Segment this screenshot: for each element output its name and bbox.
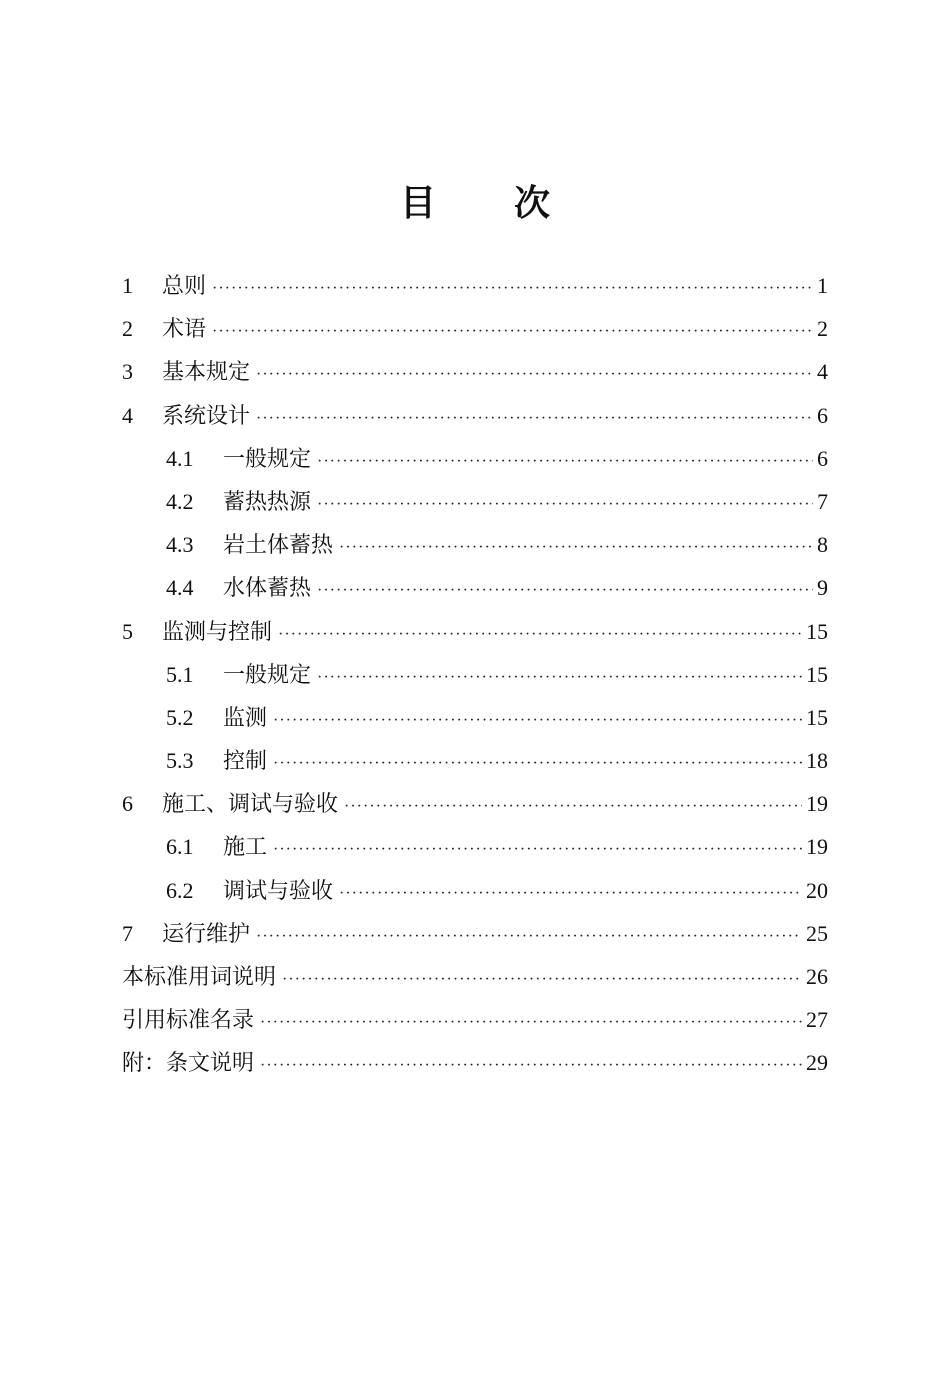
toc-entry[interactable] (122, 739, 828, 782)
toc-entry-number: 4 (122, 402, 133, 428)
toc-dot-leader (278, 611, 802, 654)
toc-dot-leader (344, 783, 802, 826)
toc-entry-page-number: 20 (806, 877, 828, 903)
toc-entry-number: 3 (122, 359, 133, 385)
toc-entry[interactable] (122, 437, 828, 480)
toc-entry-title: 一般规定 (223, 446, 312, 472)
toc-entry[interactable] (122, 307, 828, 350)
toc-entry-page-number: 8 (817, 532, 828, 558)
toc-entry-number: 5.1 (166, 661, 194, 687)
toc-entry-page-number: 4 (817, 359, 828, 385)
toc-entry[interactable] (122, 653, 828, 696)
toc-dot-leader (212, 308, 813, 351)
toc-entry-number: 1 (122, 273, 133, 298)
toc-entry-number: 5.3 (166, 748, 194, 774)
toc-entry-title: 监测 (223, 705, 268, 731)
toc-entry[interactable] (122, 825, 828, 868)
toc-entry-page-number: 29 (806, 1050, 828, 1076)
toc-entry-page-number: 2 (817, 316, 828, 342)
toc-entry-title: 施工、调试与验收 (162, 792, 339, 818)
toc-entry[interactable] (122, 696, 828, 739)
toc-dot-leader (273, 740, 802, 783)
toc-entry-page-number: 19 (806, 834, 828, 860)
toc-entry[interactable] (122, 610, 828, 653)
page-title-char-2: 次 (514, 182, 551, 224)
toc-dot-leader (339, 524, 813, 567)
toc-entry[interactable] (122, 955, 828, 998)
toc-entry-title: 术语 (162, 317, 207, 343)
page-title-char-1: 目 (399, 182, 436, 224)
toc-entry-title: 运行维护 (162, 921, 251, 947)
toc-entry-page-number: 6 (817, 445, 828, 471)
toc-entry-number: 7 (122, 920, 133, 946)
toc-entry-title: 调试与验收 (223, 878, 334, 904)
toc-entry-title: 施工 (223, 835, 268, 861)
toc-entry-number: 5 (122, 618, 133, 644)
toc-entry-page-number: 15 (806, 618, 828, 644)
toc-dot-leader (317, 438, 813, 481)
toc-entry[interactable] (122, 394, 828, 437)
toc-entry-page-number: 6 (817, 402, 828, 428)
toc-entry-title: 总则 (162, 274, 207, 299)
toc-entry-page-number: 9 (817, 575, 828, 601)
toc-dot-leader (212, 265, 813, 308)
toc-entry-title: 引用标准名录 (122, 1008, 255, 1034)
toc-entry[interactable] (122, 264, 828, 307)
toc-entry-page-number: 26 (806, 964, 828, 989)
toc-entry-page-number: 19 (806, 791, 828, 817)
toc-entry-title: 蓄热热源 (223, 489, 312, 515)
toc-entry[interactable] (122, 350, 828, 393)
toc-dot-leader (317, 481, 813, 524)
toc-entry-title: 基本规定 (162, 360, 251, 386)
toc-entry[interactable] (122, 998, 828, 1041)
toc-entry-number: 5.2 (166, 704, 194, 730)
toc-entry[interactable] (122, 869, 828, 912)
toc-entry-title: 本标准用词说明 (122, 965, 277, 990)
toc-entry-page-number: 18 (806, 748, 828, 774)
toc-entry-title: 监测与控制 (162, 619, 273, 645)
toc-entry-page-number: 7 (817, 488, 828, 514)
toc-dot-leader (339, 870, 802, 913)
toc-dot-leader (256, 395, 813, 438)
toc-dot-leader (317, 567, 813, 610)
toc-entry-page-number: 15 (806, 661, 828, 687)
toc-entry[interactable] (122, 566, 828, 609)
toc-dot-leader (273, 697, 802, 740)
toc-dot-leader (256, 913, 802, 956)
toc-entry-title: 附：条文说明 (122, 1051, 255, 1077)
toc-entry-number: 4.3 (166, 532, 194, 558)
toc-dot-leader (317, 654, 802, 697)
toc-dot-leader (260, 999, 802, 1042)
toc-dot-leader (282, 956, 802, 999)
toc-entry-number: 4.1 (166, 445, 194, 471)
toc-entry-title: 一般规定 (223, 662, 312, 688)
toc-dot-leader (260, 1042, 802, 1085)
page-title (0, 178, 950, 228)
toc-entry-title: 系统设计 (162, 403, 251, 429)
toc-entry-title: 岩土体蓄热 (223, 533, 334, 559)
toc-entry-number: 4.4 (166, 575, 194, 601)
toc-entry-number: 4.2 (166, 488, 194, 514)
toc-entry[interactable] (122, 1041, 828, 1084)
toc-entry-number: 6.1 (166, 834, 194, 860)
toc-entry-number: 2 (122, 316, 133, 342)
toc-entry-page-number: 25 (806, 920, 828, 946)
toc-entry[interactable] (122, 480, 828, 523)
toc-entry-title: 控制 (223, 749, 268, 775)
toc-entry-page-number: 15 (806, 704, 828, 730)
toc-entry[interactable] (122, 782, 828, 825)
toc-entry[interactable] (122, 523, 828, 566)
toc-entry-page-number: 1 (817, 273, 828, 298)
toc-entry-page-number: 27 (806, 1007, 828, 1033)
table-of-contents (122, 264, 828, 1085)
toc-dot-leader (273, 826, 802, 869)
toc-entry-title: 水体蓄热 (223, 576, 312, 602)
toc-dot-leader (256, 351, 813, 394)
toc-entry-number: 6.2 (166, 877, 194, 903)
toc-entry[interactable] (122, 912, 828, 955)
toc-entry-number: 6 (122, 791, 133, 817)
